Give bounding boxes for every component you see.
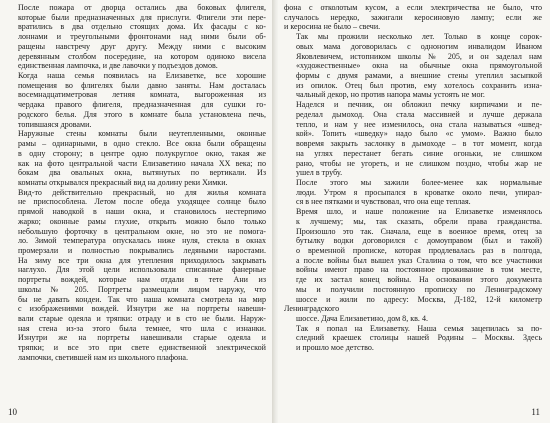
- text-line: вратились в два отдельно стоящих дома. Их фасады с ко-: [18, 22, 266, 32]
- text-line: На зиму все три окна для утепления приходилось закрывать: [18, 255, 266, 265]
- text-line: вали старые одеяла и тряпки: отраду и в сто не были. Наруж-: [18, 314, 266, 323]
- text-line: тепло, и нам у нее изменилось, она стала называться «швед-: [296, 119, 542, 129]
- text-line: Так я попал на Елизаветку. Наша семья зацепилась за по-: [296, 323, 542, 333]
- right-page: [278, 0, 550, 423]
- text-line: ная стена из-за этого была темнее, что шла с изнанки.: [18, 323, 266, 333]
- text-line: чердака правого флигеля, предназначенная для сушки го-: [18, 100, 266, 110]
- left-page-body: [6, 3, 266, 363]
- text-line: ся в нее пятками и чувствовал, что она еще теплая.: [296, 197, 471, 207]
- text-line: Так мы прожили несколько лет. Только в конце сорок-: [296, 32, 542, 42]
- paragraph: [284, 3, 542, 32]
- text-line: «художественные» окна на обычные окна прямоугольной: [296, 61, 542, 71]
- text-line: на углях перестанет бегать синие огоньки, не слишком: [296, 148, 542, 158]
- text-line: овых мама договорилась с одноногим инвалидом Иваном: [296, 41, 542, 51]
- text-line: рано, чтобы не угореть, и не слишком поздно, чтобы жар не: [296, 158, 542, 168]
- page-number-left: 10: [8, 407, 17, 417]
- paragraph: [284, 100, 542, 178]
- text-line: наглухо. Для этой цели использовали списанные фанерные: [18, 265, 266, 275]
- text-line: ределал дымоход. Она стала массивней и лучше держала: [296, 109, 542, 119]
- text-line: небольшую форточку в центральном окне, но это не помога-: [18, 226, 266, 236]
- text-line: ушел в трубу.: [296, 168, 343, 178]
- text-line: а после войны был вышел указ Сталина о том, что все участники: [296, 255, 542, 265]
- text-line: следний краешек столицы нашей Родины – Москвы. Здесь: [296, 333, 542, 343]
- text-line: лампочки, светившей нам из школьного плафона.: [18, 352, 188, 362]
- text-line: люди. Утром я просыпался в кроватке около печи, упирал-: [296, 187, 542, 197]
- text-line: бы не давать кондеи. Так что наша комната смотрела на мир: [18, 294, 266, 304]
- text-line: После этого мы зажили более-менее как нормальные: [296, 177, 542, 187]
- text-line: и керосина не было – свечи.: [284, 22, 381, 32]
- paragraph: [6, 71, 266, 129]
- page-number-right: 11: [531, 407, 540, 417]
- text-line: не приспособлена. Летом после обеда уходящее солнце было: [18, 197, 266, 207]
- paragraph: [6, 129, 266, 187]
- text-line: чальный декор, но против напора мамы устоять не мог.: [296, 90, 485, 100]
- text-line: к лучшему; мы, так сказать, обрели права гражданства.: [296, 216, 542, 226]
- text-line: рамы – одинарными, в одно стекло. Все окна были обращены: [18, 139, 266, 149]
- text-line: После пожара от дворца остались два боковых флигеля,: [18, 3, 266, 12]
- text-line: ращены навстречу друг другу. Между ними с высоким: [18, 41, 266, 51]
- text-line: ло. Зимой температура опускалась ниже нуля, стекла в окнах: [18, 236, 266, 246]
- paragraph: [6, 188, 266, 363]
- text-line: комнаты открывался прекрасный вид на долину реки Химки.: [18, 177, 228, 187]
- text-line: жарко; оконные рамы глухие, открыть можно было только: [18, 216, 266, 226]
- text-line: Наружные стены комнаты были неутепленными, оконные: [18, 129, 266, 139]
- paragraph: [6, 3, 266, 71]
- paragraph: [284, 178, 542, 207]
- text-line: бокам два овальных окна, вытянутых по вертикали. Из: [18, 168, 266, 178]
- text-line: Изнутри же на портреты навешивали старые одеяла и: [18, 333, 266, 343]
- text-line: кой». Топить «шведку» надо было «с умом». Важно было: [296, 129, 542, 139]
- text-line: Вид-то действительно прекрасный, но для жилья комната: [18, 187, 266, 197]
- left-page: [0, 0, 272, 423]
- text-line: бутылку водки договорился с домоуправом (был и такой): [296, 236, 542, 246]
- text-line: Наделся и печник, он обложил печку кирпичами и пе-: [296, 100, 542, 110]
- text-line: вовремя закрыть заслонку в дымоходе – в тот момент, когда: [296, 139, 542, 149]
- text-line: деревянным столбом посередине, на котором одиноко висела: [18, 51, 266, 61]
- text-line: в одну сторону; в центре одно полукруглое окно, такая же: [18, 148, 266, 158]
- text-line: родского белья. Для этого в комнате была установлена печь,: [18, 109, 266, 119]
- text-line: помещения во флигелях были давно заняты. Нам досталась: [18, 80, 266, 90]
- text-line: войны имеют право на постоянное проживание в том месте,: [296, 265, 542, 275]
- text-line: мы и получили постоянную прописку по Ленинградскому: [296, 284, 542, 294]
- text-line: и прошло мое детство.: [296, 343, 374, 353]
- text-line: с изображениями вождей. Изнутри же на портреты навеши-: [18, 304, 266, 314]
- text-line: Произошло это так. Сначала, еще в военное время, отец за: [296, 226, 542, 236]
- text-line: восемнадцатиметровая летняя комната, выгороженная из: [18, 90, 266, 100]
- text-line: промерзали и полностью покрывались ледяными наростами.: [18, 245, 266, 255]
- text-line: формы с двумя рамами, а внешние стены утеплил засыпкой: [296, 71, 542, 81]
- text-line: шоссе. Дача Елизаветино, дом 8, кв. 4.: [296, 314, 428, 323]
- text-line: портреты вождей, которые нам отдали в тете Ани из: [18, 275, 266, 285]
- text-line: фона с отколотым кусом, а если электричества не было, что: [284, 3, 542, 12]
- text-line: единственная лампочка, и две лавочки у подъездов домов.: [18, 61, 218, 71]
- text-line: тряпки; и все это при свете единственной электрической: [18, 343, 266, 353]
- paragraph: [284, 324, 542, 353]
- paragraph: [284, 207, 542, 324]
- text-line: которые были предназначенных для прислуги. Флигели эти пере-: [18, 12, 266, 22]
- text-line: Время шло, и наше положение на Елизаветке изменялось: [296, 207, 542, 217]
- text-line: Когда наша семья появилась на Елизаветке, все хорошие: [18, 71, 266, 81]
- text-line: случалось нередко, зажигали керосиновую лампу; если же: [284, 12, 542, 22]
- text-line: школы № 205. Портреты размещали лицом наружу, что: [18, 284, 266, 294]
- text-line: Яковлевичем, истопником школы № 205, и он заделал нам: [296, 51, 542, 61]
- text-line: прямой наводкой в наши окна, и становилось нестерпимо: [18, 207, 266, 217]
- text-line: топившаяся дровами.: [18, 119, 92, 129]
- text-line: из опилок. Отец был против, ему хотелось сохранить изна-: [296, 80, 542, 90]
- text-line: шоссе и жили по адресу: Москва, Д-182, 12-й километр Ленинградского: [284, 294, 542, 314]
- text-line: как на фото центральной части Елизаветино начала XX века; по: [18, 158, 266, 168]
- right-page-body: [284, 3, 542, 353]
- text-line: лоннами и треугольными фронтонами над ними были об-: [18, 32, 266, 42]
- text-line: где их застал конец войны. На основании этого документа: [296, 275, 542, 285]
- text-line: о временной прописке, которая продлевалась раз в полгода,: [296, 245, 542, 255]
- paragraph: [284, 32, 542, 100]
